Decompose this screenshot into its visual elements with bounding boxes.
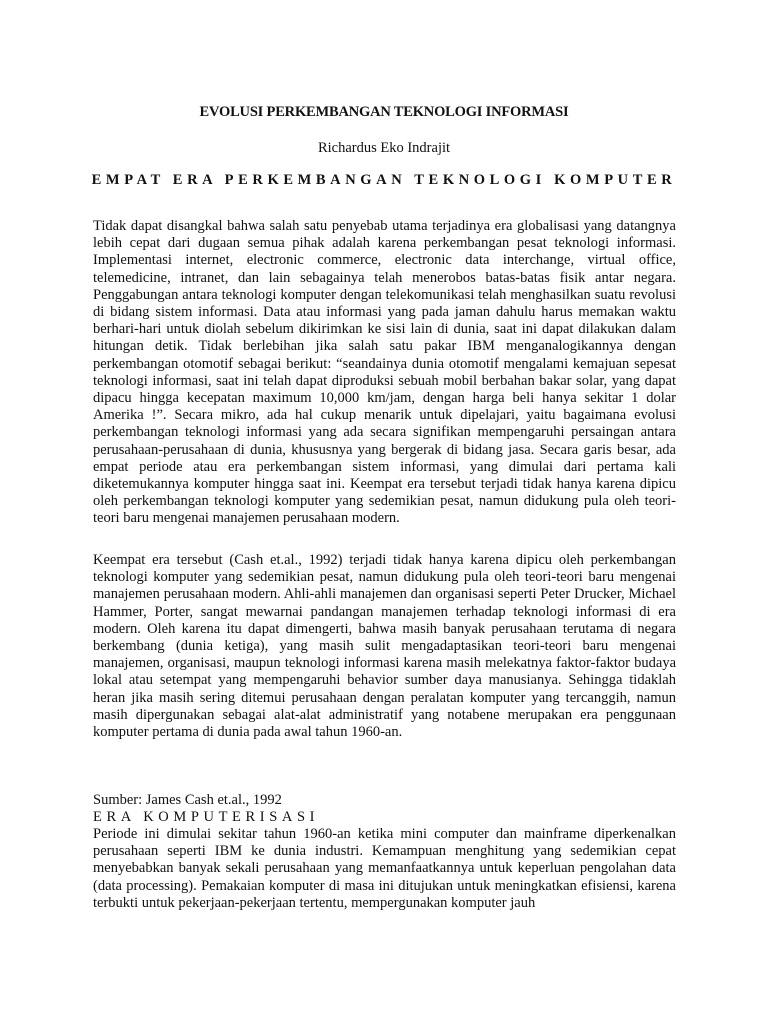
section-subtitle: EMPAT ERA PERKEMBANGAN TEKNOLOGI KOMPUTER — [91, 172, 677, 188]
section-heading: ERA KOMPUTERISASI — [93, 809, 320, 825]
author-name: Richardus Eko Indrajit — [317, 140, 451, 156]
paragraph-3: Periode ini dimulai sekitar tahun 1960-an ketika mini computer dan mainframe diperkenalkan perusahaan seperti IBM ke dunia industri. Kemampuan menghitung yang sedemikian cepat menyebabkan banyak sekali perusahaan yang memanfaatkannya untuk keperluan pengolahan data (data processing). Pemakaian komputer di masa ini ditujukan untuk meningkatkan efisiensi, karena terbukti untuk pekerjaan-pekerjaan tertentu, mempergunakan komputer jauh — [93, 826, 676, 911]
paragraph-1: Tidak dapat disangkal bahwa salah satu penyebab utama terjadinya era globalisasi yang datangnya lebih cepat dari dugaan semua pihak adalah karena perkembangan pesat teknologi informasi. Implementasi internet, electronic commerce, electronic data interchange, virtual office, telemedicine, intranet, dan lain sebagainya telah menerobos batas-batas fisik antar negara. Penggabungan antara teknologi komputer dengan telekomunikasi telah menghasilkan suatu revolusi di bidang sistem informasi. Data atau informasi yang pada jaman dahulu harus memakan waktu berhari-hari untuk diolah sebelum dikirimkan ke sisi lain di dunia, saat ini dapat dilakukan dalam hitungan detik. Tidak berlebihan jika salah satu pakar IBM menganalogikannya dengan perkembangan otomotif sebagai berikut: “seandainya dunia otomotif mengalami kemajuan sepesat teknologi informasi, saat ini telah dapat diproduksi sebuah mobil berbahan bakar solar, yang dapat dipacu hingga kecepatan maximum 10,000 km/jam, dengan harga beli hanya sekitar 1 dolar Amerika !”. Secara mikro, ada hal cukup menarik untuk dipelajari, yaitu bagaimana evolusi perkembangan teknologi informasi yang ada secara signifikan mempengaruhi persaingan antara perusahaan-perusahaan di dunia, khususnya yang bergerak di bidang jasa. Secara garis besar, ada empat periode atau era perkembangan sistem informasi, yang dimulai dari pertama kali diketemukannya komputer hingga saat ini. Keempat era tersebut terjadi tidak hanya karena dipicu oleh perkembangan teknologi komputer yang sedemikian pesat, namun didukung pula oleh teori-teori baru mengenai manajemen perusahaan modern. — [93, 218, 676, 527]
document-title: EVOLUSI PERKEMBANGAN TEKNOLOGI INFORMASI — [199, 104, 569, 120]
paragraph-2: Keempat era tersebut (Cash et.al., 1992) terjadi tidak hanya karena dipicu oleh perkembangan teknologi komputer yang sedemikian pesat, namun didukung pula oleh teori-teori baru mengenai manajemen perusahaan modern. Ahli-ahli manajemen dan organisasi seperti Peter Drucker, Michael Hammer, Porter, sangat mewarnai pandangan manajemen terhadap teknologi informasi di era modern. Oleh karena itu dapat dimengerti, bahwa masih banyak perusahaan terutama di negara berkembang (dunia ketiga), yang masih sulit mengadaptasikan teori-teori baru mengenai manajemen, organisasi, maupun teknologi informasi karena masih melekatnya faktor-faktor budaya lokal atau setempat yang mempengaruhi behavior sumber daya manusianya. Sehingga tidaklah heran jika masih sering ditemui perusahaan dengan peralatan komputer yang tercanggih, namun masih dipergunakan sebagai alat-alat administratif yang notabene merupakan era penggunaan komputer pertama di dunia pada awal tahun 1960-an. — [93, 552, 676, 741]
source-citation: Sumber: James Cash et.al., 1992 — [93, 792, 282, 808]
